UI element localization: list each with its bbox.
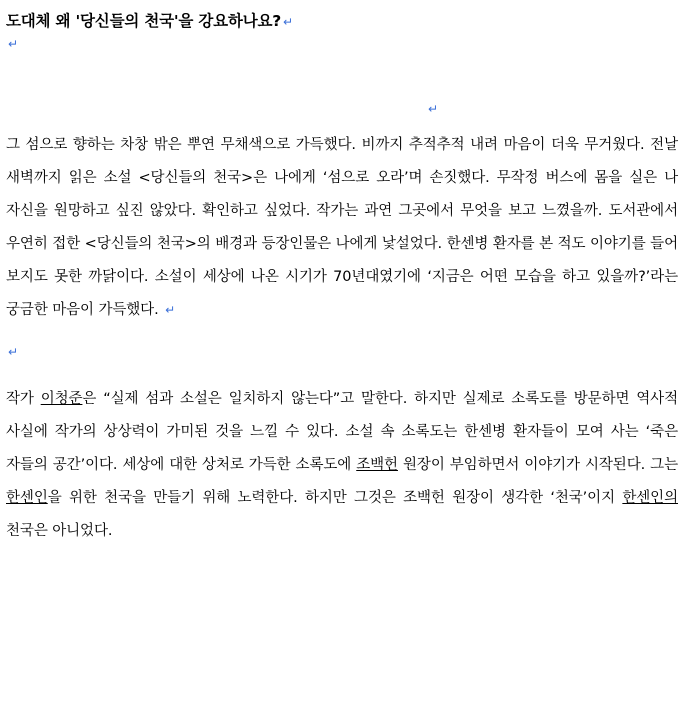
underlined-name-author: 이청준 — [40, 391, 83, 408]
paragraph-mark: ↵ — [427, 102, 439, 117]
paragraph-mark: ↵ — [283, 15, 293, 29]
spacer — [6, 363, 678, 383]
underlined-term-hansenin-possessive: 한센인의 — [622, 490, 678, 507]
paragraph-2-segment-2: 은 “실제 섬과 소설은 일치하지 않는다”고 말한다. 하지만 실제로 소록도를 방문하면 역사적 사실에 작가의 상상력이 가미된 것을 느낄 수 있다. 소설 속 소록도는 한센병 환자들이 모여 사는 ‘죽은 자들의 공간’이다. 세상에 대한 상처로 가득한 소록도에 — [6, 391, 678, 474]
body-paragraph-1 — [6, 129, 678, 327]
paragraph-2-segment-3: 원장이 부임하면서 이야기가 시작된다. 그는 — [397, 457, 678, 474]
empty-paragraph-4 — [6, 341, 678, 363]
spacer — [6, 121, 678, 129]
paragraph-2-segment-5: 천국은 아니었다. — [6, 523, 113, 540]
spacer — [6, 327, 678, 341]
paragraph-mark: ↵ — [8, 345, 19, 360]
paragraph-2-segment-4: 을 위한 천국을 만들기 위해 노력한다. 하지만 그것은 조백헌 원장이 생각한 ‘천국’이지 — [47, 490, 623, 507]
underlined-name-director: 조백헌 — [356, 457, 398, 474]
paragraph-mark: ↵ — [8, 37, 19, 52]
paragraph-1-text: 그 섬으로 향하는 차창 밖은 뿌연 무채색으로 가득했다. 비까지 추적추적 내려 마음이 더욱 무거웠다. 전날 새벽까지 읽은 소설 <당신들의 천국>은 나에게 ‘섬으로 오라’며 손짓했다. 무작정 버스에 몸을 실은 나 자신을 원망하고 싶진 않았다. 확인하고 싶었다. 작가는 과연 그곳에서 무엇을 보고 느꼈을까. 도서관에서 우연히 접한 <당신들의 천국>의 배경과 등장인물은 나에게 낯설었다. 한센병 환자를 본 적도 이야기를 들어 보지도 못한 까닭이다. 소설이 세상에 나온 시기가 70년대였기에 ‘지금은 어떤 모습을 하고 있을까?’라는 궁금한 마음이 가득했다. — [6, 137, 678, 319]
empty-paragraph-1 — [6, 33, 678, 55]
empty-paragraph-3 — [6, 95, 678, 121]
underlined-term-hansenin: 한센인 — [6, 490, 48, 507]
body-paragraph-2 — [6, 383, 678, 548]
page-title — [6, 10, 678, 33]
paragraph-2-segment-1: 작가 — [6, 391, 41, 408]
paragraph-mark: ↵ — [165, 303, 176, 318]
empty-paragraph-2 — [6, 55, 678, 95]
page-title-text: 도대체 왜 '당신들의 천국'을 강요하나요? — [6, 12, 282, 30]
